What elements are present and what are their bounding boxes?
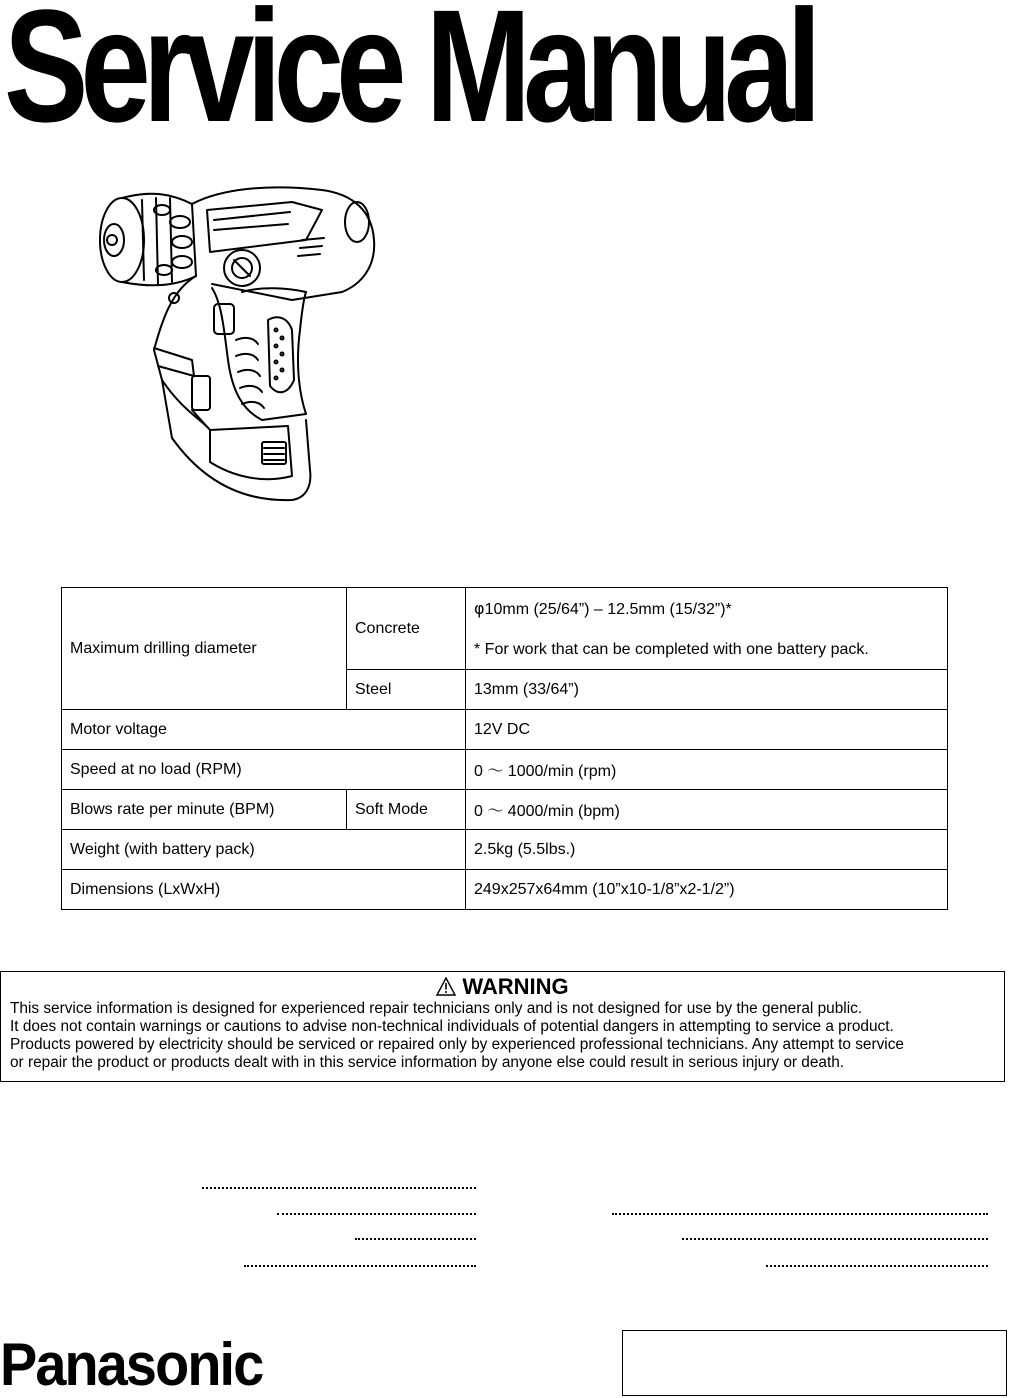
max-drill-label: Maximum drilling diameter bbox=[62, 588, 347, 710]
warning-heading bbox=[10, 974, 995, 1000]
warning-line-3: Products powered by electricity should be serviced or repaired only by experienced professional technicians. Any attempt to service bbox=[10, 1036, 904, 1053]
specifications-table bbox=[61, 587, 948, 910]
weight-value: 2.5kg (5.5lbs.) bbox=[466, 830, 948, 870]
concrete-label: Concrete bbox=[347, 588, 466, 670]
steel-label: Steel bbox=[347, 670, 466, 710]
contents-leader bbox=[202, 1187, 476, 1189]
dims-label: Dimensions (LxWxH) bbox=[62, 870, 466, 910]
concrete-cell bbox=[466, 588, 948, 670]
speed-label: Speed at no load (RPM) bbox=[62, 750, 466, 790]
table-row bbox=[62, 830, 948, 870]
diameter-symbol: φ bbox=[474, 598, 485, 618]
warning-line-2: It does not contain warnings or cautions to advise non-technical individuals of potential dangers in attempting to service a product. bbox=[10, 1018, 894, 1035]
contents-leader bbox=[277, 1213, 476, 1215]
contents-leader bbox=[682, 1238, 988, 1240]
blows-mode: Soft Mode bbox=[347, 790, 466, 830]
contents-leader bbox=[244, 1265, 476, 1267]
panasonic-logo: Panasonic bbox=[0, 1331, 263, 1398]
contents-leader bbox=[355, 1238, 476, 1240]
model-info-box bbox=[622, 1330, 1007, 1396]
speed-value: 0 ～ 1000/min (rpm) bbox=[466, 750, 948, 790]
blows-value: 0 ～ 4000/min (bpm) bbox=[466, 790, 948, 830]
table-row bbox=[62, 588, 948, 670]
table-row bbox=[62, 790, 948, 830]
contents-leader bbox=[766, 1265, 988, 1267]
motor-label: Motor voltage bbox=[62, 710, 466, 750]
dims-value: 249x257x64mm (10”x10-1/8”x2-1/2”) bbox=[466, 870, 948, 910]
concrete-value: 10mm (25/64”) – 12.5mm (15/32”)* bbox=[484, 600, 732, 618]
blows-label: Blows rate per minute (BPM) bbox=[62, 790, 347, 830]
steel-value: 13mm (33/64”) bbox=[466, 670, 948, 710]
warning-line-4: or repair the product or products dealt with in this service information by anyone else could result in serious injury or death. bbox=[10, 1054, 845, 1071]
manual-title: Service Manual bbox=[4, 0, 814, 155]
table-row bbox=[62, 710, 948, 750]
warning-line-1: This service information is designed for experienced repair technicians only and is not designed for use by the general public. bbox=[10, 1000, 863, 1017]
motor-value: 12V DC bbox=[466, 710, 948, 750]
warning-box bbox=[0, 971, 1005, 1082]
drill-illustration bbox=[92, 180, 392, 510]
warning-heading-text: WARNING bbox=[462, 974, 569, 999]
concrete-note: * For work that can be completed with one battery pack. bbox=[474, 640, 869, 658]
contents-leader bbox=[612, 1213, 988, 1215]
warning-triangle-icon bbox=[436, 977, 456, 996]
table-row bbox=[62, 870, 948, 910]
table-row bbox=[62, 750, 948, 790]
weight-label: Weight (with battery pack) bbox=[62, 830, 466, 870]
